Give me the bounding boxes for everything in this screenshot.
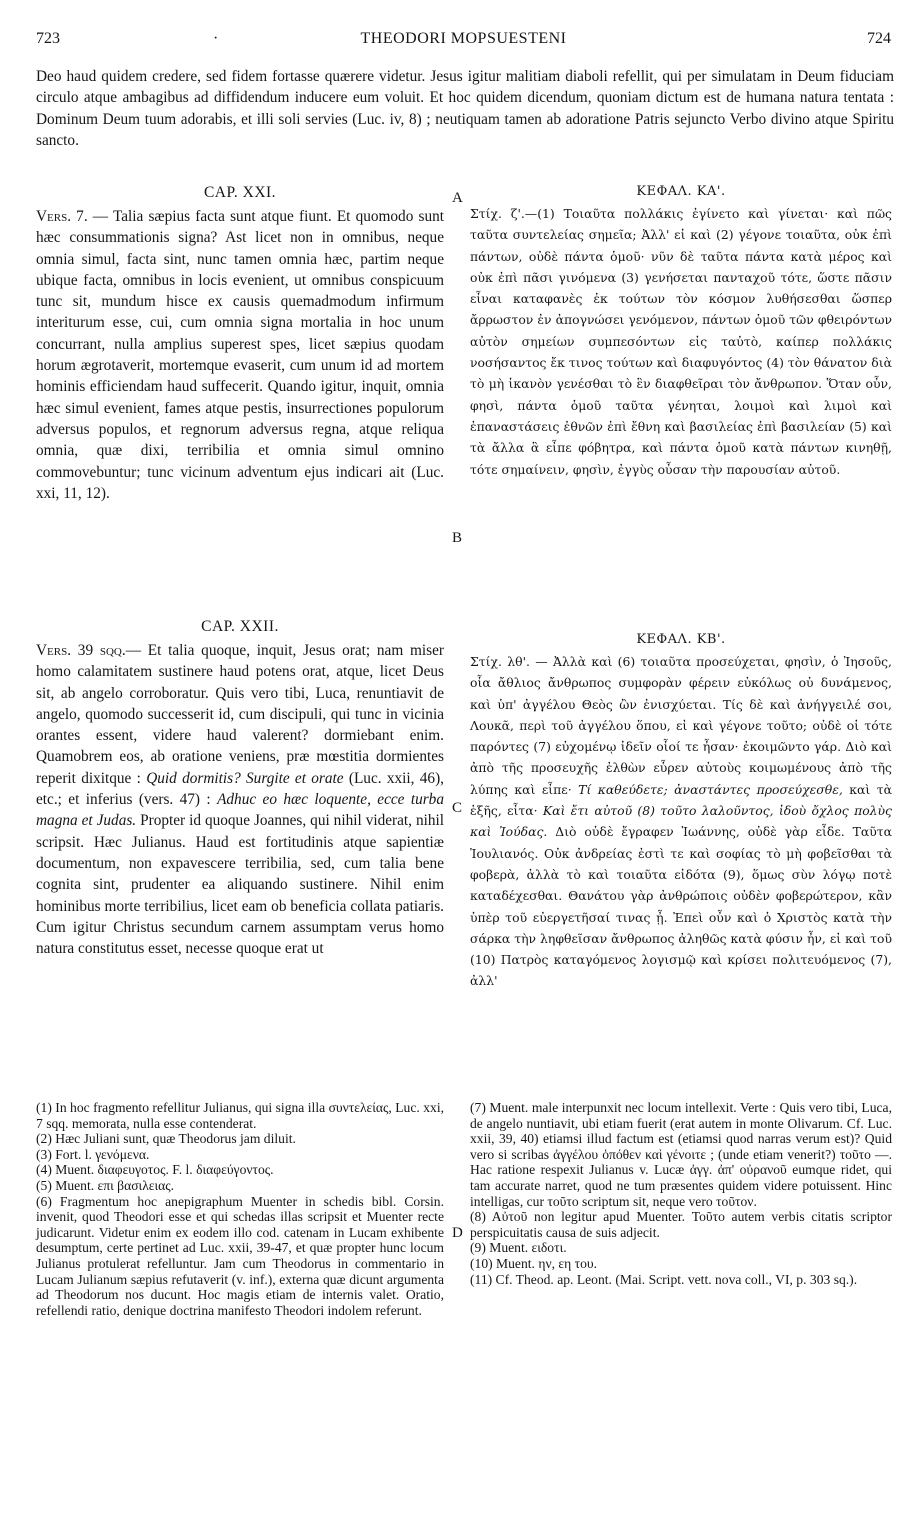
cap21-latin-title: CAP. XXI.: [203, 184, 277, 201]
running-header: [36, 30, 891, 52]
cap21-latin-verse: Vers. 7.: [36, 208, 88, 225]
cap22-greek-body: [470, 651, 892, 992]
cap21-greek-column: [470, 184, 892, 480]
margin-letter-b: B: [452, 530, 463, 546]
cap22-greek-title: ΚΕΦΑΛ. ΚΒ'.: [636, 632, 726, 647]
cap22-latin-text-2: (Luc. xxii, 46), etc.; et inferius (vers. 47) :: [36, 769, 444, 809]
cap21-greek-title: ΚΕΦΑΛ. ΚΑ'.: [636, 184, 726, 199]
cap22-latin-text-3: Propter id quoque Joannes, qui nihil viderat, nihil scripsit. Hæc Julianus. Haud est fortitudinis atque sapientiæ documentum, non expavescere terribilia, sed, cum talia bene cognita sint, prudenter ea aliquando sustinere. Nihil enim hominibus morte terribilius, licet eam ob beneficia collata patiaris. Cum igitur Christus secundum carnem assumptam verus homo natura constitutus esset, necesse quoque erat ut: [36, 812, 444, 958]
cap22-latin-quote-1: Quid dormitis? Surgite et orate: [146, 769, 344, 787]
cap21-greek-body: [470, 203, 892, 480]
cap22-greek-quote-1: Τί καθεύδετε; ἀναστάντες προσεύχεσθε,: [578, 781, 843, 797]
cap22-latin-column: [36, 618, 444, 959]
margin-letter-d: D: [452, 1225, 463, 1241]
cap22-greek-quote-2: Καὶ ἔτι αὐτοῦ (8) τοῦτο λαλοῦντος, ἰδοὺ ὄχλος πολὺς καὶ Ἰούδας.: [470, 803, 892, 840]
footnote: (4) Muent. διαφευγοτος. F. l. διαφεύγοντος.: [36, 1162, 274, 1178]
footnotes-right: [470, 1100, 892, 1287]
cap21-greek-text: Στίχ. ζ'.—(1) Τοιαῦτα πολλάκις ἐγίνετο καὶ γίνεται· καὶ πῶς ταῦτα συντελείας σημεῖα; Ἀλλ' εἰ καὶ (2) γέγονε τοιαῦτα, οὐκ ἐπὶ πάντων, οὐδὲ πάντα ὁμοῦ· νῦν δὲ ταῦτα πάντα κατὰ μέρος καὶ οὐκ ἐπὶ πᾶσι γινόμενα (3) γενήσεται πανταχοῦ τότε, ὥστε πᾶσιν εἶναι καταφανὲς ἐκ τούτων τὸν κόσμον λυθήσεσθαι ὥσπερ ἄρρωστον ἐν ἀπογνώσει γενόμενον, πάντων ὁμοῦ τῶν φθειρόντων αὐτὸν σημείων συμπεσόντων εἰς ταὐτὸ, καίπερ πολλάκις νοσήσαντος ἔκ τινος τούτων καὶ διαφυγόντος (4) τὸν θάνατον διὰ τὸ μὴ ἱκανὸν γενέσθαι τὸ ἓν διαφθεῖραι τὸν ἄνθρωπον. Ὅταν οὖν, φησὶ, πάντα ὁμοῦ ταῦτα γένηται, λοιμοὶ καὶ λιμοὶ καὶ ἐπαναστάσεις ἐθνῶν ἐπὶ ἔθνη καὶ βασιλείας ἐπὶ βασιλείαν (5) καὶ τὰ ἄλλα ἃ εἶπε φόβητρα, καὶ πάντα ὁμοῦ κατὰ πάντων κινηθῇ, τότε σημαίνειν, φησὶν, ἐγγὺς οὖσαν τὴν παρουσίαν αὐτοῦ.: [470, 206, 892, 477]
cap22-latin-verse: Vers. 39 sqq.: [36, 642, 126, 659]
cap22-latin-quote-2: Adhuc eo hæc loquente, ecce turba magna et Judas.: [36, 791, 444, 830]
margin-letter-a: A: [452, 190, 463, 206]
cap21-latin-column: [36, 184, 444, 504]
cap21-latin-text: — Talia sæpius facta sunt atque fiunt. Et quomodo sunt hæc consummationis signa? Ast licet non in omnibus, neque omnia simul, facta sint, nunc tamen omnia hæc, partim neque ubique facta, omnibus in locis evenient, ut omnibus conspicuum tunc sit, mundum hisce ex causis quemadmodum infirmum interiturum esse, cui, cum omnia signa mortalia in hoc unum concurrant, nulla amplius superest spes, licet sæpius quodam horum ægrotaverit, mortemque evaserit, cum unum id ad mortem hominis efficiendam haud suffecerit. Quando igitur, inquit, omnia hæc simul evenient, fames atque pestis, insurrectiones populorum adversus populos, et regnorum adversus regna, atque reliqua omnia, quæ dixi, terribilia et omnia simul omnino commovebuntur; tunc vicinum adventum ejus indicari ait (Luc. xxi, 11, 12).: [36, 208, 444, 502]
header-mark: ·: [213, 30, 219, 47]
cap22-latin-body: [36, 640, 444, 959]
margin-letter-c: C: [452, 800, 463, 816]
footnote: (9) Muent. ειδοτι.: [470, 1240, 567, 1256]
page-number-left: 723: [36, 30, 60, 47]
footnote: (1) In hoc fragmento refellitur Julianus, qui signa illa συντελείας, Luc. xxi, 7 sqq. memorata, nulla esse contenderat.: [36, 1100, 444, 1131]
intro-paragraph: [36, 66, 894, 151]
footnote: (6) Fragmentum hoc anepigraphum Muenter in schedis bibl. Corsin. invenit, quod Theodori esse et qui schedas illas scripsit et Muenter recte judicarunt. Videtur enim ex eodem illo cod. catenam in Lucam exhibente desumptum, certe pertinet ad Luc. xxii, 39-47, et quæ propter hunc locum Julianus protulerat refelluntur. Jam cum Theodorus in commentario in Lucam Julianum sæpius refutaverit (v. inf.), externa quæ dicunt argumenta ad Theodorum nos ducunt. Hoc magis etiam de internis valet. Oratio, refellendi ratio, denique doctrina manifesto Theodori indolem referunt.: [36, 1193, 444, 1318]
footnote: (3) Fort. l. γενόμενα.: [36, 1146, 150, 1162]
cap22-latin-title: CAP. XXII.: [201, 618, 279, 635]
cap22-latin-text-1: — Et talia quoque, inquit, Jesus orat; nam miser homo calamitatem sustinere haud potens orat, atque, licet Deus sit, ab angelo corroboratur. Quis vero tibi, Luca, renuntiavit de angelo, quomodo successerit id, cum discipuli, qui tunc in vicinia orantes essent, videre haud valerent? dormiebant enim. Quamobrem eos, ab oratione veniens, præ mœstitia dormientes reperit dixitque :: [36, 642, 444, 787]
footnote: (2) Hæc Juliani sunt, quæ Theodorus jam diluit.: [36, 1131, 296, 1147]
page-number-right: 724: [867, 30, 891, 47]
footnote: (8) Αὐτοῦ non legitur apud Muenter. Τοῦτο autem verbis citatis scriptor perspicuitatis causa de suis adjecit.: [470, 1209, 892, 1240]
cap22-greek-text-3: Διὸ οὐδὲ ἔγραφεν Ἰωάννης, οὐδὲ γὰρ εἶδε. Ταῦτα Ἰουλιανός. Οὐκ ἀνδρείας ἐστὶ τε καὶ σοφίας τὸ μὴ φοβεῖσθαι τὰ φοβερὰ, ἀλλὰ τὸ καὶ τοιαῦτα εἰδότα (9), ὅμως σὺν λόγῳ ποτὲ καταδέχεσθαι. Θανάτου γὰρ ἀνθρώποις οὐδὲν φοβερώτερον, κἂν ὑπὲρ τοῦ εὐεργετῆσαί τινας ᾖ. Ἐπεὶ οὖν καὶ ὁ Χριστὸς κατὰ τὴν σάρκα τὴν ληφθεῖσαν ἄνθρωπος ἀληθῶς κατὰ φύσιν ἦν, εἰ καὶ τοῦ (10) Πατρὸς καταγόμενος λογισμῷ καὶ κρίσει πολιτευόμενος (7), ἀλλ': [470, 824, 892, 989]
cap22-greek-text-1: Στίχ. λθ'. — Ἀλλὰ καὶ (6) τοιαῦτα προσεύχεται, φησὶν, ὁ Ἰησοῦς, οἷα ἄθλιος ἄνθρωπος συμφορὰν φέρειν εὐκόλως οὐ δυνάμενος, καὶ ὑπ' ἀγγέλου Θεὸς ὢν ἐνισχύεται. Τίς δὲ καὶ ἀνήγγειλέ σοι, Λουκᾶ, περὶ τοῦ ἀγγέλου ὅπου, εἰ καὶ γέγονε τοῦτο; οὐδὲ οἱ τότε παρόντες (7) εὐχομένῳ ἰδεῖν οἷοί τε ἦσαν· ἐκοιμῶντο γάρ. Διὸ καὶ ἀπὸ τῆς προσευχῆς ἐλθὼν εὗρεν αὐτοὺς κοιμωμένους ἀπὸ τῆς λύπης καὶ εἶπε·: [470, 654, 892, 797]
footnotes-left: [36, 1100, 444, 1318]
cap22-greek-column: [470, 632, 892, 992]
footnote: (5) Muent. επι βασιλειας.: [36, 1177, 175, 1193]
footnote: (11) Cf. Theod. ap. Leont. (Mai. Script. vett. nova coll., VI, p. 303 sq.).: [470, 1271, 858, 1287]
running-title: THEODORI MOPSUESTENI: [360, 30, 567, 47]
intro-text: Deo haud quidem credere, sed fidem fortasse quærere videtur. Jesus igitur malitiam diaboli refellit, qui per simulatam in Deum fiduciam circulo atque ambagibus ad diffidendum inducere eum voluit. Et hoc quidem dicendum, quoniam dictum est de humana natura tentata : Dominum Deum tuum adorabis, et illi soli servies (Luc. iv, 8) ; neutiquam tamen ab adoratione Patris sejuncto Verbo divino atque Spiritu sancto.: [36, 68, 894, 149]
footnote: (7) Muent. male interpunxit nec locum intellexit. Verte : Quis vero tibi, Luca, de angelo nuntiavit, ubi etiam fuerit (erat autem in monte Olivarum. Cf. Luc. xxii, 39, 40) etiamsi illud factum est (etiamsi quod narras verum est)? Quid vero si scribas ἀγγέλου ὁπόθεν καὶ γένοιτε ; (unde etiam venerit?) τοῦτο —. Hac ratione respexit Julianus v. Lucæ ἀγγ. ἀπ' οὐρανοῦ eumque ridet, qui tam accurate narret, quod ne tum præsentes quidem videre potuissent. Hinc intelligas, cur τοῦτο scriptum sit, neque vero τοῦτον.: [470, 1100, 892, 1209]
cap22-greek-text-2: καὶ τὰ ἑξῆς, εἶτα·: [470, 781, 892, 819]
cap21-latin-body: [36, 206, 444, 504]
footnote: (10) Muent. ην, εη του.: [470, 1255, 597, 1271]
